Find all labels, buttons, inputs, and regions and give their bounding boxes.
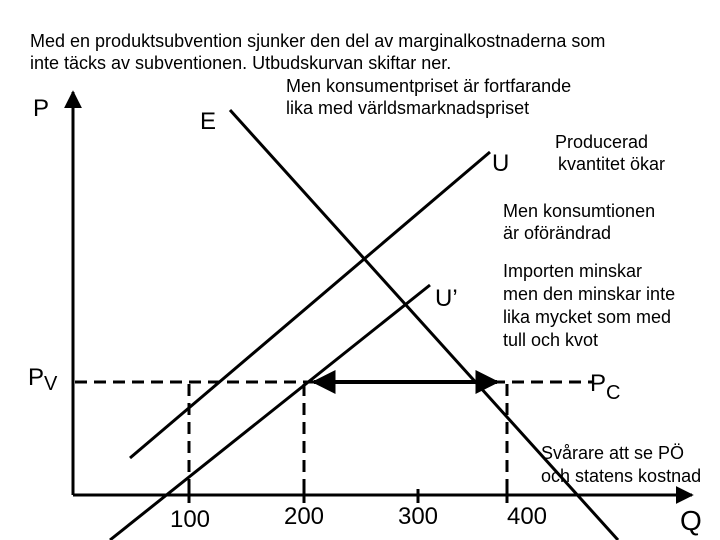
price-note-line-2: lika med världsmarknadspriset — [286, 98, 530, 118]
cost-line-2: och statens kostnad — [541, 466, 702, 486]
demand-curve-label: E — [200, 108, 217, 135]
consumption-line-2: är oförändrad — [503, 223, 612, 243]
consumption-line-1: Men konsumtionen — [503, 201, 656, 221]
world-price-label — [28, 364, 57, 393]
y-axis-label: P — [33, 95, 50, 122]
cost-line-1: Svårare att se PÖ — [541, 443, 685, 463]
tick-label-400: 400 — [506, 503, 548, 530]
production-line-2: kvantitet ökar — [558, 154, 666, 174]
tick-label-200: 200 — [283, 503, 325, 530]
supply-curve-shifted — [110, 285, 430, 540]
imports-line-2: men den minskar inte — [503, 284, 676, 304]
imports-line-1: Importen minskar — [503, 261, 643, 281]
tick-label-100: 100 — [169, 506, 211, 533]
x-axis-label: Q — [680, 505, 702, 536]
title-line-2: inte täcks av subventionen. Utbudskurvan skiftar ner. — [30, 53, 452, 73]
supply-curve-label: U — [492, 150, 510, 177]
tick-label-300: 300 — [397, 503, 439, 530]
price-note-line-1: Men konsumentpriset är fortfarande — [286, 76, 572, 96]
imports-line-4: tull och kvot — [503, 330, 599, 350]
production-line-1: Producerad — [555, 132, 649, 152]
supply-curve-shifted-label: U’ — [435, 285, 458, 312]
imports-line-3: lika mycket som med — [503, 307, 672, 327]
consumer-price-label — [590, 370, 621, 404]
title-line-1: Med en produktsubvention sjunker den del av marginalkostnaderna som — [30, 31, 606, 51]
consumer-price-subscript: C — [606, 382, 621, 404]
world-price-letter: P — [28, 364, 45, 391]
world-price-subscript: V — [44, 373, 58, 395]
consumer-price-letter: P — [590, 370, 607, 397]
